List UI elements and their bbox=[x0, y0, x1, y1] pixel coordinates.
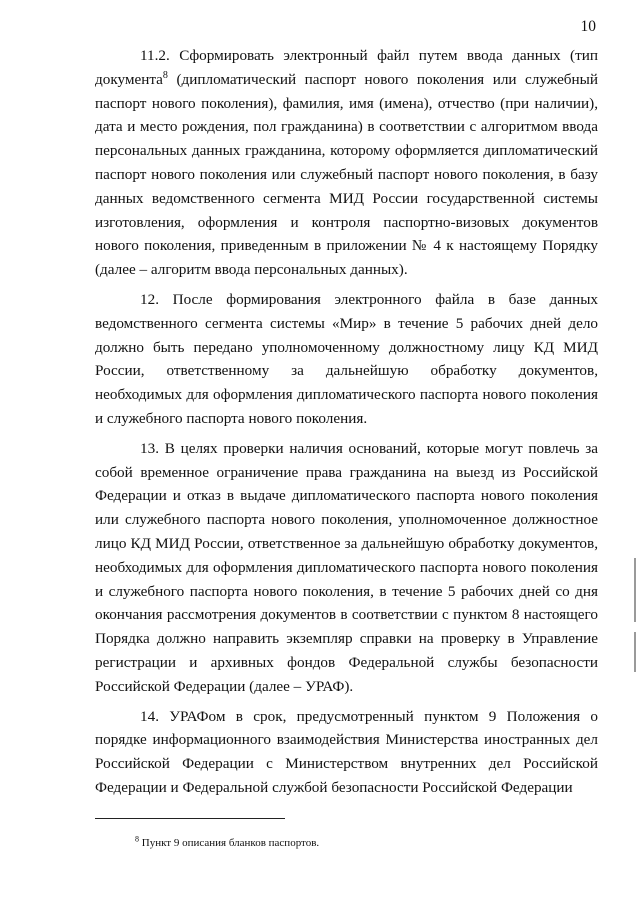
scan-edge-mark bbox=[634, 632, 636, 672]
paragraph-12: 12. После формирования электронного файла в базе данных ведомственного сегмента системы «Мир» в течение 5 рабочих дней дело должно быть передано уполномоченному должностному лицу КД МИД России, ответственному за дальнейшую обработку документов, необходимых для оформления дипломатического паспорта нового поколения и служебного паспорта нового поколения. bbox=[95, 290, 598, 427]
page-number: 10 bbox=[580, 18, 596, 35]
footnote-text: Пункт 9 описания бланков паспортов. bbox=[139, 837, 320, 849]
footnote bbox=[135, 836, 595, 850]
paragraph-13: 13. В целях проверки наличия оснований, которые могут повлечь за собой временное ограничение права гражданина на выезд из Российской Федерации и отказ в выдаче дипломатического паспорта нового поколения или служебного паспорта нового поколения, уполномоченное должностное лицо КД МИД России, ответственное за дальнейшую обработку документов, необходимых для оформления дипломатического паспорта нового поколения и служебного паспорта нового поколения, в течение 5 рабочих дней со дня окончания рассмотрения документов в соответствии с пунктом 8 настоящего Порядка должно направить экземпляр справки на проверку в Управление регистрации и архивных фондов Федеральной службы безопасности Российской Федерации (далее – УРАФ). bbox=[95, 439, 598, 695]
footnote-divider bbox=[95, 818, 285, 819]
paragraph-11-2 bbox=[95, 44, 598, 282]
footnote-reference: 8 bbox=[162, 69, 168, 81]
scan-edge-mark bbox=[634, 558, 636, 622]
paragraph-14: 14. УРАФом в срок, предусмотренный пунктом 9 Положения о порядке информационного взаимодействия Министерства иностранных дел Российской Федерации с Министерством внутренних дел Российской Федерации и Федеральной службой безопасности Российской Федерации bbox=[95, 707, 598, 796]
footnote-marker: 8 bbox=[135, 834, 139, 844]
paragraph-11-2-text-cont: (дипломатический паспорт нового поколения или служебный паспорт нового поколения), фамилия, имя (имена), отчество (при наличии), дата и место рождения, пол гражданина) в соответствии с алгоритмом ввода персональных данных гражданина, которому оформляется дипломатический паспорт нового поколения или служебный паспорт нового поколения, в базу данных ведомственного сегмента МИД России государственной системы изготовления, оформления и контроля паспортно-визовых документов нового поколения, приведенным в приложении № 4 к настоящему Порядку (далее – алгоритм ввода персональных данных). bbox=[95, 70, 598, 279]
paragraph-11-2-text: 11.2. Сформировать электронный файл путем ввода данных (тип документа bbox=[95, 47, 598, 88]
body-text bbox=[95, 44, 598, 806]
